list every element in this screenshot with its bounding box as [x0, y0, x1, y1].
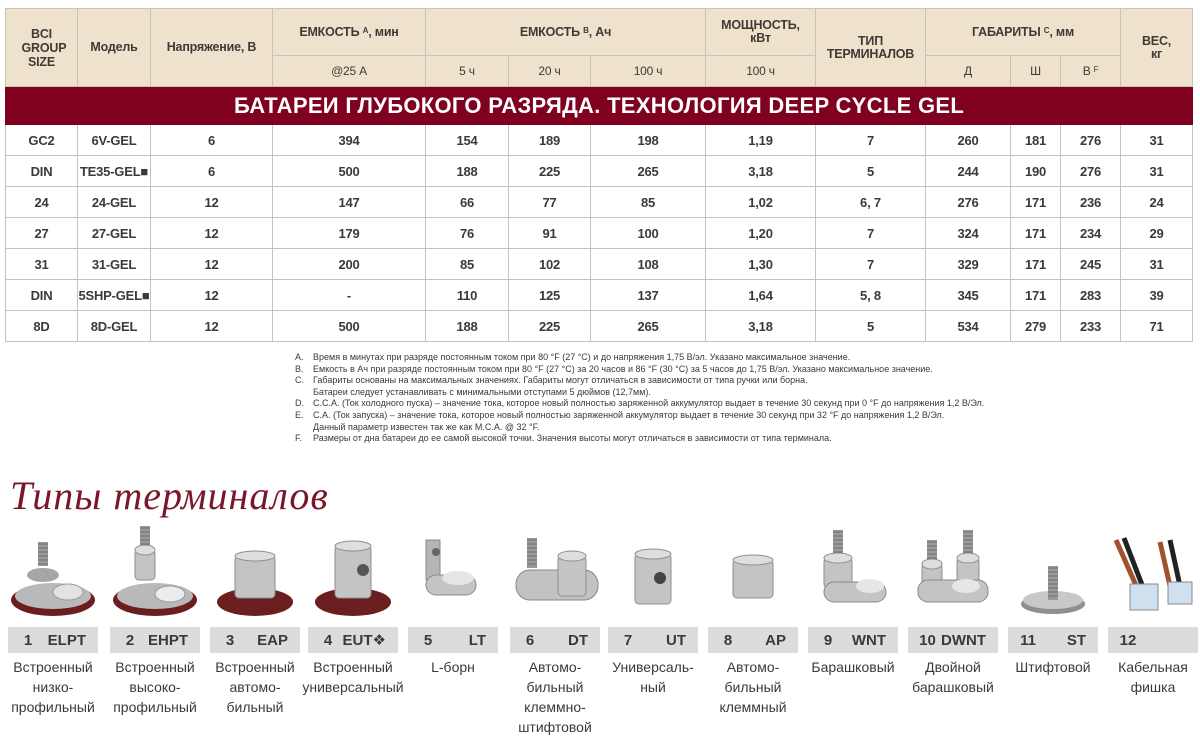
footnote-text: С.С.А. (Ток холодного пуска) – значение тока, которое новый полностью заряженной аккумулятор выдает в течение 30 секунд при 0 °F до напряжения 1,2 В/Эл.: [313, 398, 985, 409]
cell-w: 171: [1011, 218, 1061, 249]
cell-w: 171: [1011, 187, 1061, 218]
cell-cap-min: 500: [273, 311, 426, 342]
terminal-code: LT: [468, 631, 486, 649]
cell-power: 3,18: [706, 156, 816, 187]
terminal-type-ehpt: [110, 520, 200, 740]
cell-terminal: 6, 7: [816, 187, 926, 218]
terminal-type-dt: [510, 520, 600, 740]
terminal-number: 2: [125, 631, 135, 649]
terminal-type-cable: [1108, 520, 1198, 740]
terminal-code: UT: [666, 631, 686, 649]
terminal-number: 7: [623, 631, 633, 649]
terminal-description: Автомо-бильный клеммно-штифтовой: [518, 659, 592, 735]
cell-d: 276: [926, 187, 1011, 218]
table-row: [6, 125, 1193, 156]
terminal-description: L-борн: [431, 659, 475, 675]
terminal-label: [8, 627, 98, 653]
cell-h: 245: [1061, 249, 1121, 280]
cell-w: 171: [1011, 249, 1061, 280]
footnote-text: Данный параметр известен так же как М.С.А. @ 32 °F.: [313, 421, 540, 432]
cell-power: 3,18: [706, 311, 816, 342]
cell-model: 5SHP-GEL■: [78, 280, 151, 311]
cell-model: 6V-GEL: [78, 125, 151, 156]
footnote-key: E.: [295, 409, 304, 420]
header-bci: BCI GROUP SIZE: [6, 9, 78, 87]
eap-terminal-icon: [210, 520, 300, 624]
cell-voltage: 12: [151, 280, 273, 311]
terminal-label: [808, 627, 898, 653]
eut-terminal-icon: [308, 520, 398, 624]
footnote: [295, 375, 984, 387]
cell-voltage: 12: [151, 311, 273, 342]
cell-h: 233: [1061, 311, 1121, 342]
cell-h100: 265: [591, 156, 706, 187]
cell-d: 244: [926, 156, 1011, 187]
header-capacity-min: ЕМКОСТЬ $^A$, мин: [273, 9, 426, 56]
cell-power: 1,19: [706, 125, 816, 156]
terminal-label: [1008, 627, 1098, 653]
terminal-number: 5: [423, 631, 433, 649]
cell-h: 276: [1061, 125, 1121, 156]
terminal-description: Встроенный низко-профильный: [11, 659, 95, 715]
ut-terminal-icon: [608, 520, 698, 624]
terminal-code: EHPT: [147, 631, 188, 649]
terminal-label: [908, 627, 998, 653]
subheader-height: В $^F$: [1061, 56, 1121, 87]
terminal-label: [608, 627, 698, 653]
table-row: [6, 187, 1193, 218]
cell-h5: 66: [426, 187, 509, 218]
section-band-title: БАТАРЕИ ГЛУБОКОГО РАЗРЯДА. ТЕХНОЛОГИЯ DEEP CYCLE GEL: [6, 87, 1193, 125]
ap-terminal-icon: [708, 520, 798, 624]
header-weight: ВЕС, кг: [1121, 9, 1193, 87]
cell-terminal: 7: [816, 125, 926, 156]
subheader-20h: 20 ч: [509, 56, 591, 87]
footnote-text: Батареи следует устанавливать с минимальными отступами 5 дюймов (12,7мм).: [313, 386, 651, 397]
cell-model: 24-GEL: [78, 187, 151, 218]
cell-bci: DIN: [6, 280, 78, 311]
header-terminal-type: ТИП ТЕРМИНАЛОВ: [816, 9, 926, 87]
cell-w: 171: [1011, 280, 1061, 311]
footnote-key: C.: [295, 375, 304, 386]
cell-h5: 188: [426, 311, 509, 342]
terminal-type-dwnt: [908, 520, 998, 740]
cell-h20: 125: [509, 280, 591, 311]
ehpt-terminal-icon: [110, 520, 200, 624]
terminal-number: 6: [525, 631, 535, 649]
cell-bci: 24: [6, 187, 78, 218]
footnotes: [295, 352, 984, 445]
footnote-key: A.: [295, 352, 304, 362]
terminal-code: ST: [1066, 631, 1086, 649]
cell-h5: 85: [426, 249, 509, 280]
cell-power: 1,20: [706, 218, 816, 249]
footnote-key: B.: [295, 363, 304, 374]
cell-h20: 77: [509, 187, 591, 218]
cell-cap-min: 500: [273, 156, 426, 187]
terminal-code: DT: [568, 631, 588, 649]
cell-power: 1,30: [706, 249, 816, 280]
terminal-type-lt: [408, 520, 498, 740]
terminal-number: 12: [1119, 631, 1137, 649]
terminal-description: Встроенный универсальный: [302, 659, 404, 695]
footnote: [295, 398, 984, 410]
elpt-terminal-icon: [8, 520, 98, 624]
cell-terminal: 5: [816, 311, 926, 342]
terminal-code: ELPT: [47, 631, 86, 649]
terminal-type-elpt: [8, 520, 98, 740]
terminal-description: Барашковый: [811, 659, 895, 675]
terminal-type-ut: [608, 520, 698, 740]
cell-h5: 154: [426, 125, 509, 156]
terminal-label: [1108, 627, 1198, 653]
cell-h100: 100: [591, 218, 706, 249]
cell-voltage: 12: [151, 249, 273, 280]
st-terminal-icon: [1008, 520, 1098, 624]
subheader-100h: 100 ч: [591, 56, 706, 87]
cell-voltage: 12: [151, 218, 273, 249]
wnt-terminal-icon: [808, 520, 898, 624]
cell-weight: 39: [1121, 280, 1193, 311]
cell-power: 1,64: [706, 280, 816, 311]
cell-terminal: 7: [816, 249, 926, 280]
cell-bci: GC2: [6, 125, 78, 156]
cell-bci: 27: [6, 218, 78, 249]
cell-weight: 31: [1121, 156, 1193, 187]
cell-weight: 31: [1121, 125, 1193, 156]
terminal-number: 4: [323, 631, 333, 649]
terminal-code: DWNT: [941, 631, 986, 649]
footnote-key: [295, 387, 313, 399]
cell-w: 190: [1011, 156, 1061, 187]
battery-spec-table: [5, 8, 1193, 342]
terminal-code: AP: [765, 631, 786, 649]
footnote: [295, 387, 984, 399]
terminal-label: [110, 627, 200, 653]
cell-weight: 31: [1121, 249, 1193, 280]
terminal-description: Кабельная фишка: [1118, 659, 1188, 695]
cell-cap-min: 179: [273, 218, 426, 249]
subheader-width: Ш: [1011, 56, 1061, 87]
header-dimensions: ГАБАРИТЫ $^C$, мм: [926, 9, 1121, 56]
dwnt-terminal-icon: [908, 520, 998, 624]
cell-cap-min: -: [273, 280, 426, 311]
cell-terminal: 5, 8: [816, 280, 926, 311]
terminal-description: Автомо-бильный клеммный: [719, 659, 787, 715]
terminal-type-eap: [210, 520, 300, 740]
subheader-power-100h: 100 ч: [706, 56, 816, 87]
cable-connector-icon: [1108, 520, 1198, 624]
cell-d: 329: [926, 249, 1011, 280]
cell-voltage: 6: [151, 156, 273, 187]
terminal-code: WNT: [851, 631, 886, 649]
footnote: [295, 364, 984, 376]
cell-h5: 110: [426, 280, 509, 311]
cell-d: 324: [926, 218, 1011, 249]
cell-h100: 108: [591, 249, 706, 280]
terminal-type-eut: [302, 520, 404, 740]
table-row: [6, 156, 1193, 187]
footnote-text: Размеры от дна батареи до ее самой высокой точки. Значения высоты могут отличаться в зависимости от типа терминала.: [313, 433, 832, 444]
terminal-label: [308, 627, 398, 653]
table-row: [6, 311, 1193, 342]
terminal-type-st: [1008, 520, 1098, 740]
cell-w: 181: [1011, 125, 1061, 156]
cell-d: 534: [926, 311, 1011, 342]
footnote-text: Время в минутах при разряде постоянным током при 80 °F (27 °C) и до напряжения 1,75 В/эл. Указано максимальное значение.: [313, 352, 851, 362]
cell-weight: 24: [1121, 187, 1193, 218]
cell-h20: 102: [509, 249, 591, 280]
cell-bci: 31: [6, 249, 78, 280]
footnote: [295, 352, 984, 364]
terminal-number: 11: [1020, 631, 1036, 649]
terminal-label: [408, 627, 498, 653]
cell-cap-min: 147: [273, 187, 426, 218]
table-row: [6, 218, 1193, 249]
cell-terminal: 5: [816, 156, 926, 187]
cell-model: 27-GEL: [78, 218, 151, 249]
cell-weight: 29: [1121, 218, 1193, 249]
cell-model: TE35-GEL■: [78, 156, 151, 187]
subheader-25a: @25 А: [273, 56, 426, 87]
cell-h100: 137: [591, 280, 706, 311]
subheader-length: Д: [926, 56, 1011, 87]
terminal-label: [510, 627, 600, 653]
table-row: [6, 280, 1193, 311]
header-capacity-ah: ЕМКОСТЬ $^B$, Ач: [426, 9, 706, 56]
terminals-title: Типы терминалов: [10, 473, 329, 518]
cell-terminal: 7: [816, 218, 926, 249]
cell-bci: 8D: [6, 311, 78, 342]
footnote: [295, 422, 984, 434]
cell-model: 31-GEL: [78, 249, 151, 280]
terminal-types-list: [8, 520, 1198, 740]
cell-w: 279: [1011, 311, 1061, 342]
subheader-5h: 5 ч: [426, 56, 509, 87]
cell-h5: 76: [426, 218, 509, 249]
lt-terminal-icon: [408, 520, 498, 624]
terminal-description: Встроенный автомо-бильный: [215, 659, 295, 715]
terminal-number: 10: [919, 631, 936, 649]
footnote-key: D.: [295, 398, 304, 409]
terminal-type-wnt: [808, 520, 898, 740]
cell-h: 283: [1061, 280, 1121, 311]
cell-power: 1,02: [706, 187, 816, 218]
cell-h: 234: [1061, 218, 1121, 249]
footnote-text: Габариты основаны на максимальных значениях. Габариты могут отличаться в зависимости от типа ручки или борна.: [313, 375, 808, 386]
cell-h20: 189: [509, 125, 591, 156]
terminal-description: Универсаль-ный: [612, 659, 694, 695]
cell-h20: 91: [509, 218, 591, 249]
terminal-type-ap: [708, 520, 798, 740]
cell-d: 260: [926, 125, 1011, 156]
terminal-label: [708, 627, 798, 653]
footnote-text: Емкость в Ач при разряде постоянным током при 80 °F (27 °C) за 20 часов и 86 °F (30 °C) за 5 часов до 1,75 В/эл. Указано максимальное значение.: [313, 363, 933, 374]
cell-h100: 265: [591, 311, 706, 342]
cell-h100: 85: [591, 187, 706, 218]
header-voltage: Напряжение, В: [151, 9, 273, 87]
footnote: [295, 410, 984, 422]
cell-voltage: 12: [151, 187, 273, 218]
cell-h100: 198: [591, 125, 706, 156]
header-power: МОЩНОСТЬ, кВт: [706, 9, 816, 56]
cell-voltage: 6: [151, 125, 273, 156]
terminal-number: 3: [225, 631, 235, 649]
terminal-code: EUT❖: [342, 632, 386, 649]
header-model: Модель: [78, 9, 151, 87]
cell-model: 8D-GEL: [78, 311, 151, 342]
cell-h: 276: [1061, 156, 1121, 187]
cell-h: 236: [1061, 187, 1121, 218]
cell-bci: DIN: [6, 156, 78, 187]
cell-cap-min: 200: [273, 249, 426, 280]
terminal-number: 9: [823, 631, 833, 649]
terminal-code: EAP: [257, 631, 288, 649]
footnote: [295, 433, 984, 445]
terminal-description: Штифтовой: [1015, 659, 1091, 675]
cell-weight: 71: [1121, 311, 1193, 342]
dt-terminal-icon: [510, 520, 600, 624]
footnote-key: [295, 422, 313, 434]
cell-d: 345: [926, 280, 1011, 311]
cell-h5: 188: [426, 156, 509, 187]
table-row: [6, 249, 1193, 280]
terminal-number: 1: [23, 631, 33, 649]
terminal-description: Встроенный высоко-профильный: [113, 659, 197, 715]
terminal-number: 8: [723, 631, 733, 649]
footnote-key: F.: [295, 433, 303, 444]
cell-h20: 225: [509, 311, 591, 342]
footnote-text: С.А. (Ток запуска) – значение тока, которое новый полностью заряженной аккумулятор выдает в течение 30 секунд при 32 °F до напряжения 1,2 В/Эл.: [313, 409, 945, 420]
cell-h20: 225: [509, 156, 591, 187]
terminal-description: Двойной барашковый: [912, 659, 994, 695]
cell-cap-min: 394: [273, 125, 426, 156]
terminal-label: [210, 627, 300, 653]
